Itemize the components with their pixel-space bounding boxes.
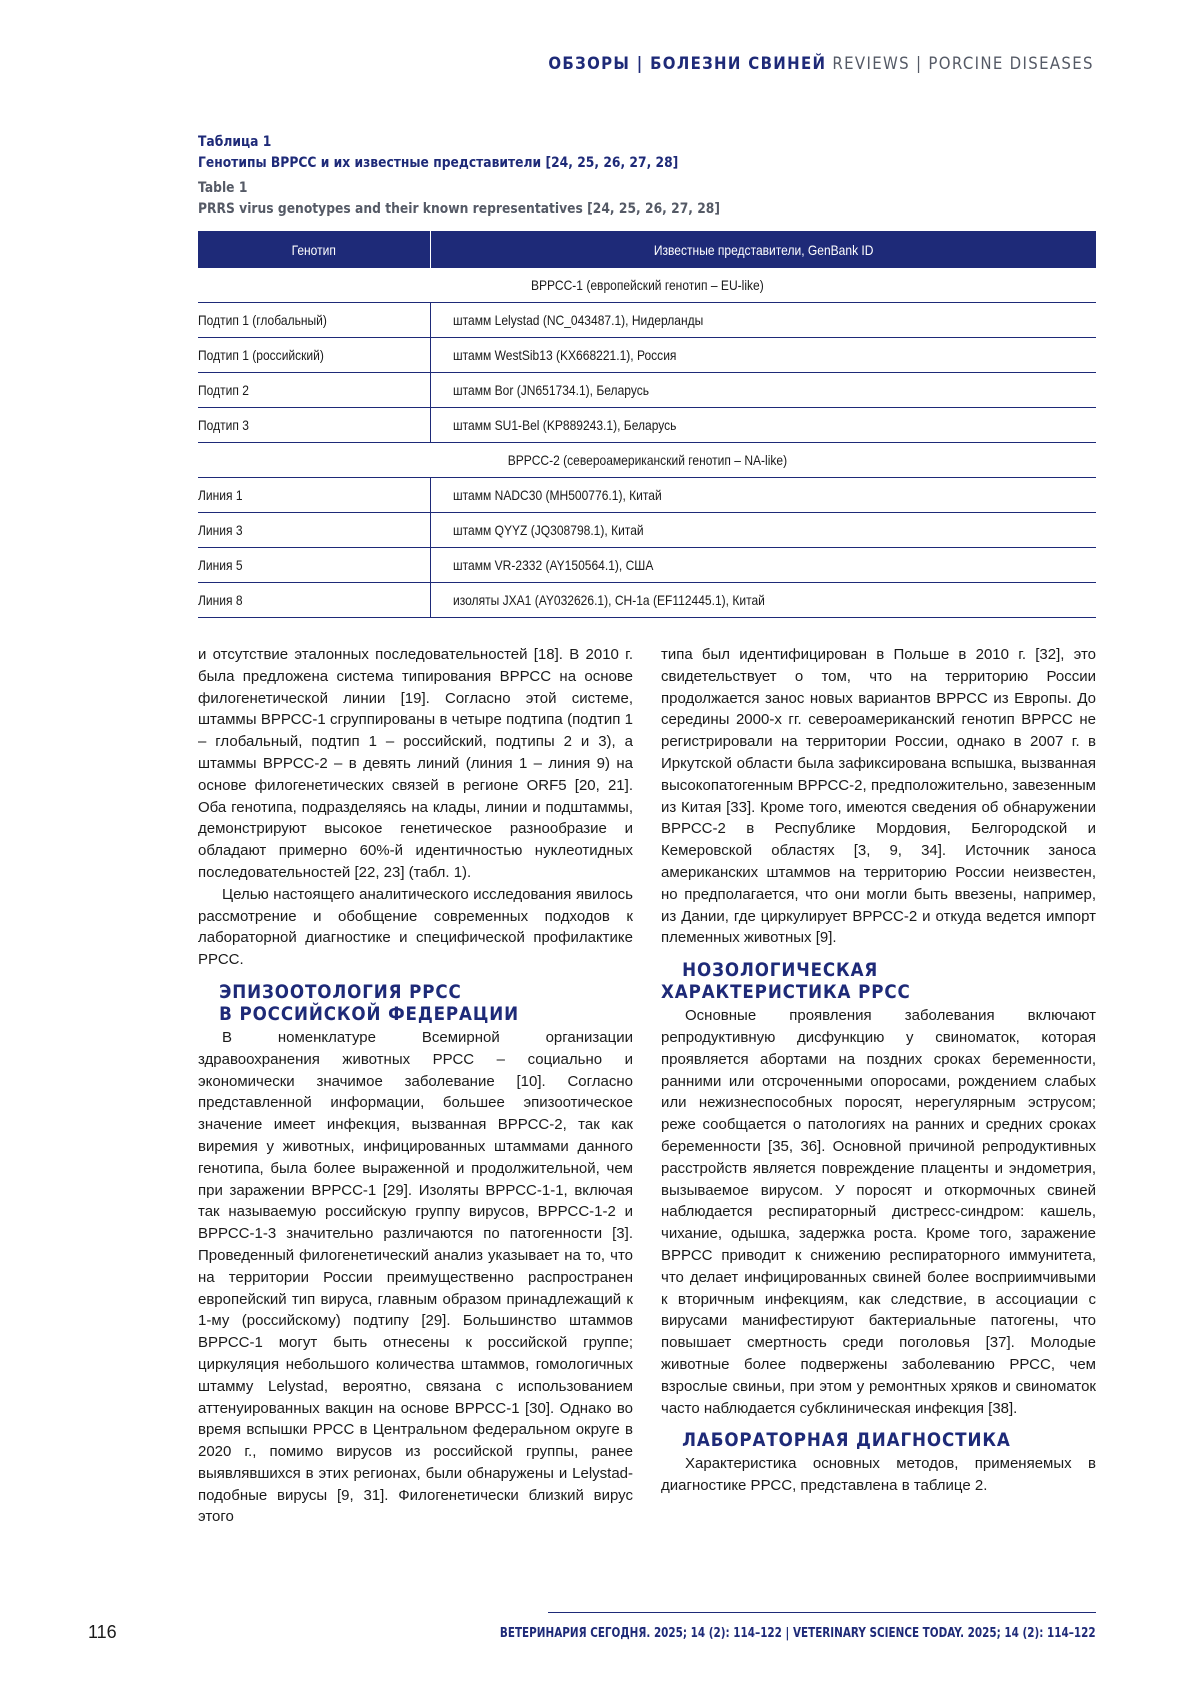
table-group-row <box>198 443 1096 478</box>
col-header-genotype: Генотип <box>198 231 431 268</box>
representatives-cell: штамм WestSib13 (KX668221.1), Россия <box>431 338 1097 373</box>
page-number: 116 <box>88 1622 117 1643</box>
table-title-ru: Генотипы ВРРСС и их известные представители [24, 25, 26, 27, 28] <box>198 155 678 171</box>
table-row <box>198 478 1096 513</box>
table-label-en: Table 1 <box>198 180 247 196</box>
representatives-cell: штамм Lelystad (NC_043487.1), Нидерланды <box>431 303 1097 338</box>
representatives-cell: штамм SU1-Bel (KP889243.1), Беларусь <box>431 408 1097 443</box>
genotype-cell: Линия 1 <box>198 478 431 513</box>
representatives-cell: штамм VR-2332 (AY150564.1), США <box>431 548 1097 583</box>
group-label: ВРРСС-1 (европейский генотип – EU-like) <box>198 268 1096 303</box>
representatives-cell: штамм Bor (JN651734.1), Беларусь <box>431 373 1097 408</box>
table-row <box>198 373 1096 408</box>
table-title-en: PRRS virus genotypes and their known representatives [24, 25, 26, 27, 28] <box>198 201 720 217</box>
table-row <box>198 408 1096 443</box>
section-heading-lab-diagnostics: ЛАБОРАТОРНАЯ ДИАГНОСТИКА <box>661 1429 1044 1451</box>
table-header-row <box>198 231 1096 268</box>
table-row <box>198 338 1096 373</box>
representatives-cell: штамм NADC30 (MH500776.1), Китай <box>431 478 1097 513</box>
genotype-cell: Линия 8 <box>198 583 431 618</box>
genotype-cell: Подтип 3 <box>198 408 431 443</box>
genotype-cell: Подтип 1 (российский) <box>198 338 431 373</box>
journal-footer: ВЕТЕРИНАРИЯ СЕГОДНЯ. 2025; 14 (2): 114–122 | VETERINARY SCIENCE TODAY. 2025; 14 (2): 114–122 <box>500 1626 1096 1641</box>
genotype-cell: Подтип 2 <box>198 373 431 408</box>
right-column <box>661 644 1096 1497</box>
running-header <box>549 54 1094 74</box>
body-paragraph: типа был идентифицирован в Польше в 2010 г. [32], это свидетельствует о том, что на территорию России продолжается занос новых вариантов ВРРСС из Европы. До середины 2000-х гг. североамериканский генотип ВРРСС не регистрировали на территории России, однако в 2007 г. в Иркутской области была зафиксирована вспышка, вызванная высокопатогенным ВРРСС-2, предположительно, завезенным из Китая [33]. Кроме того, имеются сведения об обнаружении ВРРСС-2 в Республике Мордовия, Белгородской и Кемеровской областях [3, 9, 34]. Источник заноса американских штаммов на территорию России неизвестен, но предполагается, что они могли быть ввезены, например, из Дании, где циркулирует ВРРСС-2 и откуда ведется импорт племенных животных [9]. <box>661 644 1096 949</box>
table-group-row <box>198 268 1096 303</box>
genotypes-table <box>198 231 1096 618</box>
footer-divider <box>548 1612 1096 1613</box>
body-paragraph: Целью настоящего аналитического исследования явилось рассмотрение и обобщение современных подходов к лабораторной диагностике и специфической профилактике РРСС. <box>198 884 633 971</box>
col-header-representatives: Известные представители, GenBank ID <box>431 231 1097 268</box>
header-en: REVIEWS | PORCINE DISEASES <box>827 54 1094 74</box>
left-column <box>198 644 633 1528</box>
body-paragraph: В номенклатуре Всемирной организации здравоохранения животных РРСС – социально и экономически значимое заболевание [10]. Согласно представленной информации, большее эпизоотическое значение имеет инфекция, вызванная ВРРСС-2, так как виремия у животных, инфицированных штаммами данного генотипа, была более выраженной и продолжительной, чем при заражении ВРРСС-1 [29]. Изоляты ВРРСС-1-1, включая так называемую российскую группу вирусов, ВРРСС-1-2 и ВРРСС-1-3 значительно различаются по патогенности [3]. Проведенный филогенетический анализ указывает на то, что на территории России преимущественно распространен европейский тип вируса, главным образом принадлежащий к 1-му (российскому) подтипу [29]. Большинство штаммов ВРРСС-1 могут быть отнесены к российской группе; циркуляция небольшого количества штаммов, гомологичных штамму Lelystad, вероятно, связана с использованием аттенуированных вакцин на основе ВРРСС-1 [30]. Однако во время вспышки РРСС в Центральном федеральном округе в 2020 г., помимо вирусов из российской группы, ранее выявлявшихся в этих регионах, были обнаружены и Lelystad-подобные вирусы [9, 31]. Филогенетически близкий вирус этого <box>198 1027 633 1528</box>
body-paragraph: и отсутствие эталонных последовательностей [18]. В 2010 г. была предложена система типирования ВРРСС на основе филогенетической линии [19]. Согласно этой системе, штаммы ВРРСС-1 сгруппированы в четыре подтипа (подтип 1 – глобальный, подтип 1 – российский, подтипы 2 и 3), а штаммы ВРРСС-2 – в девять линий (линия 1 – линия 9) на основе филогенетических связей в регионе ORF5 [20, 21]. Оба генотипа, подразделяясь на клады, линии и подштаммы, демонстрируют высокое генетическое разнообразие и обладают примерно 60%-й идентичностью нуклеотидных последовательностей [22, 23] (табл. 1). <box>198 644 633 884</box>
representatives-cell: штамм QYYZ (JQ308798.1), Китай <box>431 513 1097 548</box>
representatives-cell: изоляты JXA1 (AY032626.1), CH-1a (EF112445.1), Китай <box>431 583 1097 618</box>
table-row <box>198 548 1096 583</box>
group-label: ВРРСС-2 (североамериканский генотип – NA-like) <box>198 443 1096 478</box>
section-heading-nosology: НОЗОЛОГИЧЕСКАЯ ХАРАКТЕРИСТИКА РРСС <box>661 959 1044 1003</box>
table-row <box>198 303 1096 338</box>
table-row <box>198 583 1096 618</box>
table-label-ru: Таблица 1 <box>198 134 271 150</box>
genotype-cell: Линия 3 <box>198 513 431 548</box>
genotype-cell: Линия 5 <box>198 548 431 583</box>
genotype-cell: Подтип 1 (глобальный) <box>198 303 431 338</box>
body-paragraph: Основные проявления заболевания включают репродуктивную дисфункцию у свиноматок, которая проявляется абортами на поздних сроках беременности, ранними или отсроченными опоросами, рождением слабых или нежизнеспособных поросят, нерегулярным эструсом; реже сообщается о патологиях на ранних и средних сроках беременности [35, 36]. Основной причиной репродуктивных расстройств является повреждение плаценты и эндометрия, вызываемое вирусом. У поросят и откормочных свиней наблюдается респираторный дистресс-синдром: кашель, чихание, одышка, задержка роста. Кроме того, заражение ВРРСС приводит к снижению респираторного иммунитета, что делает инфицированных свиней более восприимчивыми к вторичным инфекциям, как следствие, в ассоциации с вирусами манифестируют бактериальные патогены, что повышает смертность среди поголовья [37]. Молодые животные более подвержены заболеванию РРСС, чем взрослые свиньи, при этом у ремонтных хряков и свиноматок часто наблюдается субклиническая инфекция [38]. <box>661 1005 1096 1419</box>
table-row <box>198 513 1096 548</box>
body-paragraph: Характеристика основных методов, применяемых в диагностике РРСС, представлена в таблице 2. <box>661 1453 1096 1497</box>
section-heading-epizootology: ЭПИЗООТОЛОГИЯ РРСС В РОССИЙСКОЙ ФЕДЕРАЦИИ <box>198 981 581 1025</box>
header-ru: ОБЗОРЫ | БОЛЕЗНИ СВИНЕЙ <box>549 54 827 74</box>
